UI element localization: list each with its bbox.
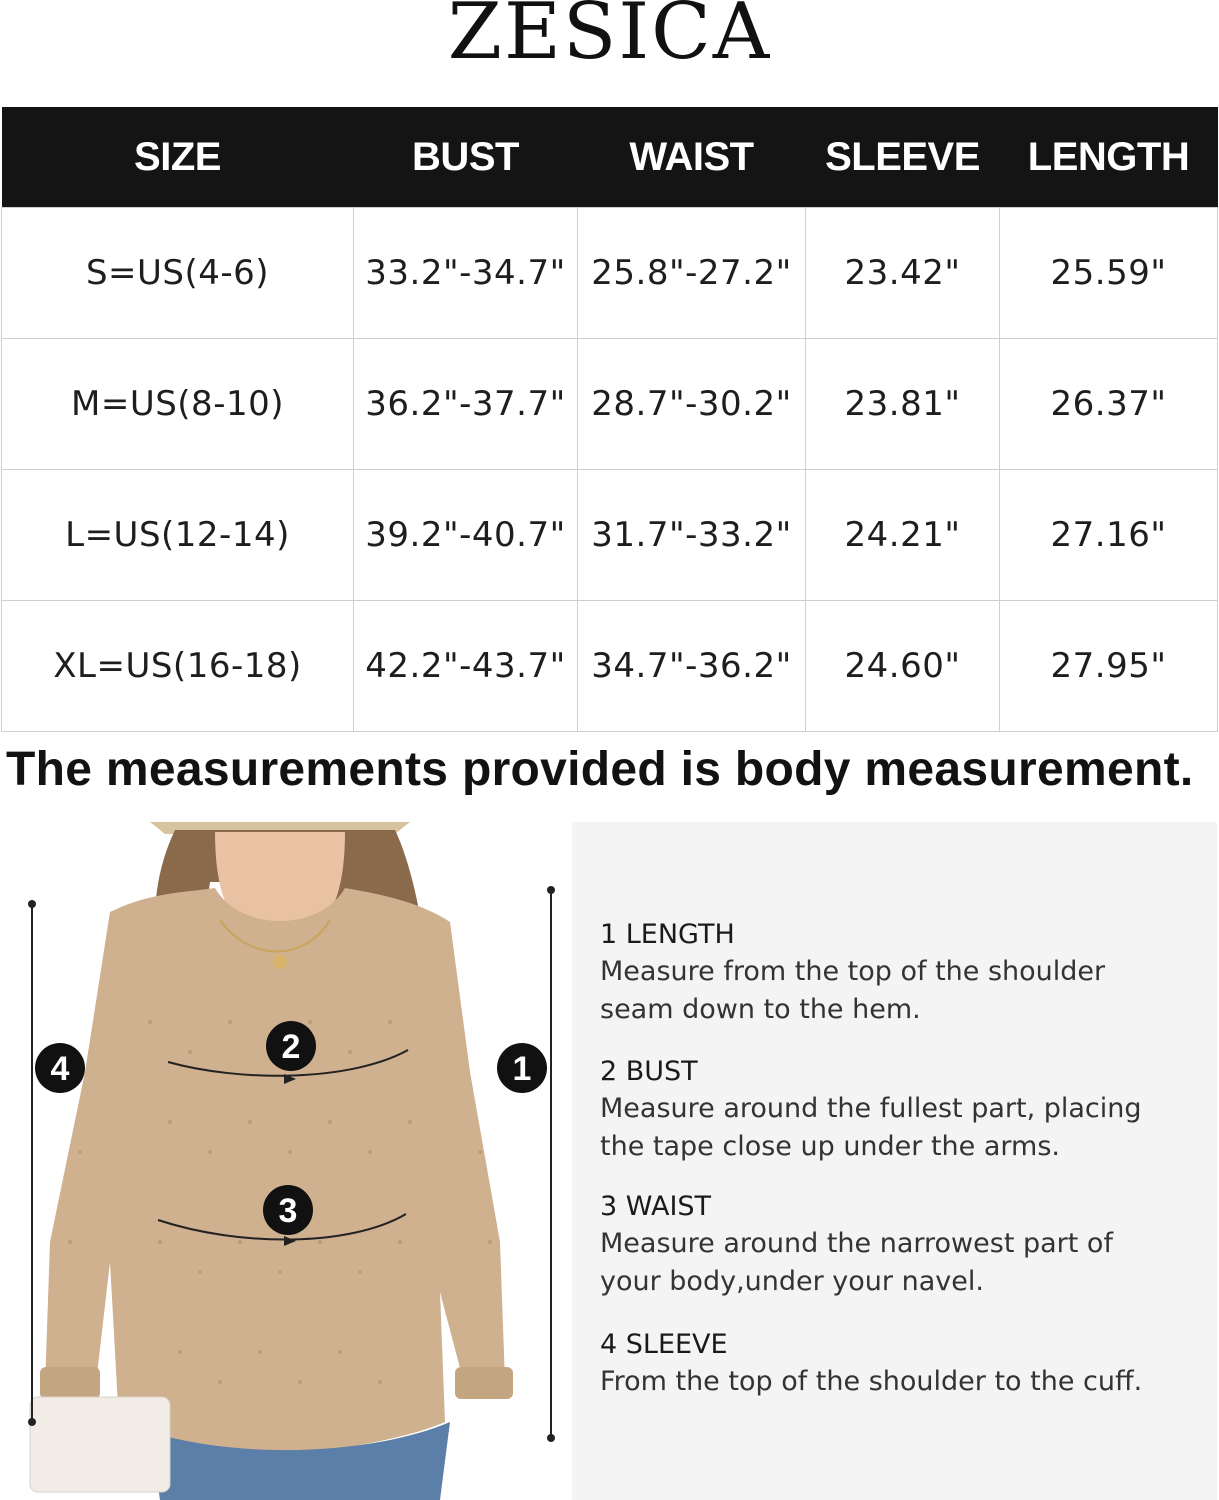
header-sleeve: SLEEVE [806, 107, 1000, 208]
header-bust: BUST [354, 107, 578, 208]
table-row [2, 208, 1218, 339]
cell-sleeve: 24.60" [806, 601, 1000, 732]
cell-size: M=US(8-10) [2, 339, 354, 470]
cell-length: 27.95" [1000, 601, 1218, 732]
measurement-guide [572, 822, 1217, 1500]
handbag [30, 1397, 170, 1492]
cell-bust: 39.2"-40.7" [354, 470, 578, 601]
cell-waist: 31.7"-33.2" [578, 470, 806, 601]
header-size: SIZE [2, 107, 354, 208]
cell-size: L=US(12-14) [2, 470, 354, 601]
table-row [2, 601, 1218, 732]
size-chart-table [1, 107, 1218, 732]
instruction-text: From the top of the shoulder to the cuff. [600, 1366, 1143, 1397]
cell-sleeve: 24.21" [806, 470, 1000, 601]
cell-sleeve: 23.81" [806, 339, 1000, 470]
instruction-length [600, 918, 1200, 1028]
header-length: LENGTH [1000, 107, 1218, 208]
instruction-waist [600, 1190, 1200, 1300]
instruction-text: seam down to the hem. [600, 994, 921, 1025]
marker-2 [266, 1021, 316, 1071]
marker-1 [497, 1043, 547, 1093]
instruction-title: 1 LENGTH [600, 919, 735, 950]
instruction-title: 3 WAIST [600, 1191, 712, 1222]
left-cuff [40, 1367, 100, 1399]
right-cuff [455, 1367, 513, 1399]
cell-length: 25.59" [1000, 208, 1218, 339]
instruction-sleeve [600, 1328, 1200, 1400]
marker-3 [263, 1185, 313, 1235]
instruction-text: Measure around the fullest part, placing [600, 1093, 1142, 1124]
cell-waist: 25.8"-27.2" [578, 208, 806, 339]
instruction-text: the tape close up under the arms. [600, 1131, 1060, 1162]
instruction-bust [600, 1055, 1200, 1165]
necklace-pendant [273, 955, 287, 969]
svg-text:4: 4 [50, 1050, 70, 1088]
cell-size: XL=US(16-18) [2, 601, 354, 732]
table-row [2, 470, 1218, 601]
cell-bust: 36.2"-37.7" [354, 339, 578, 470]
measurement-note: The measurements provided is body measurement. [6, 743, 1194, 796]
cell-bust: 42.2"-43.7" [354, 601, 578, 732]
marker-4 [35, 1043, 85, 1093]
instruction-title: 2 BUST [600, 1056, 698, 1087]
svg-text:3: 3 [278, 1192, 298, 1230]
cell-waist: 34.7"-36.2" [578, 601, 806, 732]
instruction-text: Measure around the narrowest part of [600, 1228, 1113, 1259]
header-waist: WAIST [578, 107, 806, 208]
table-header-row [2, 107, 1218, 208]
cell-size: S=US(4-6) [2, 208, 354, 339]
svg-text:2: 2 [281, 1028, 301, 1066]
cell-bust: 33.2"-34.7" [354, 208, 578, 339]
instruction-text: Measure from the top of the shoulder [600, 956, 1106, 987]
svg-text:1: 1 [512, 1050, 532, 1088]
cell-sleeve: 23.42" [806, 208, 1000, 339]
cell-length: 27.16" [1000, 470, 1218, 601]
instruction-text: your body,under your navel. [600, 1266, 984, 1297]
cell-waist: 28.7"-30.2" [578, 339, 806, 470]
brand-logo: ZESICA [447, 0, 772, 77]
instruction-title: 4 SLEEVE [600, 1329, 728, 1360]
table-row [2, 339, 1218, 470]
cell-length: 26.37" [1000, 339, 1218, 470]
model-photo [0, 822, 572, 1500]
